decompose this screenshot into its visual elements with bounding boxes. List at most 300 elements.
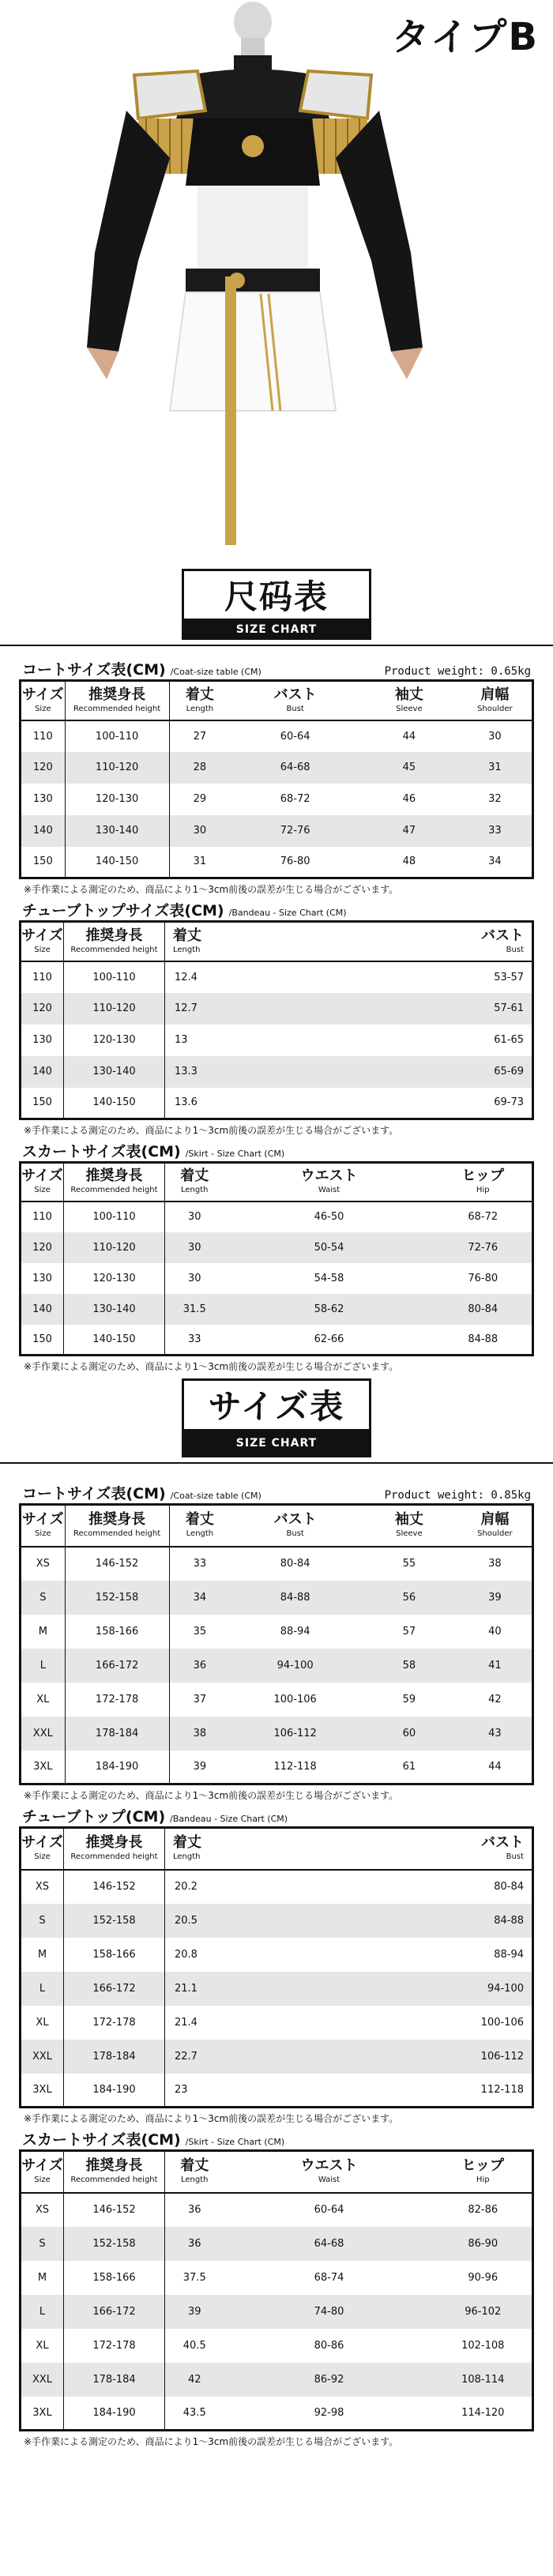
table-cell: 130-140 xyxy=(64,1056,165,1088)
table-row xyxy=(21,1056,533,1088)
table-cell: 110-120 xyxy=(64,1232,165,1263)
column-header xyxy=(21,2151,64,2193)
column-header-jp: 推奨身長 xyxy=(85,1168,143,1185)
table-title: チューブトップ(CM) xyxy=(22,1808,166,1826)
table-cell: 38 xyxy=(488,1558,502,1570)
table-cell: 84-88 xyxy=(468,1333,498,1345)
table-row xyxy=(21,1870,533,1904)
coat-size-table-1 xyxy=(19,656,534,897)
table-cell: 86-92 xyxy=(224,2363,434,2397)
table-row xyxy=(21,1972,533,2006)
table-cell: 12.7 xyxy=(165,993,224,1025)
table-cell: 20.8 xyxy=(175,1948,198,1961)
table-cell: 152-158 xyxy=(65,1581,169,1615)
table-cell: 100-110 xyxy=(65,720,169,752)
product-weight: Product weight: 0.65kg xyxy=(384,665,531,678)
table-cell: S xyxy=(21,1904,64,1938)
table-title: スカートサイズ表(CM) xyxy=(22,1143,181,1160)
table-cell: 166-172 xyxy=(64,1972,165,2006)
table-title: コートサイズ表(CM) xyxy=(22,1485,166,1502)
column-header-en: Waist xyxy=(318,2175,340,2185)
table-cell: 158-166 xyxy=(64,1938,165,1972)
table-cell: M xyxy=(21,2261,64,2295)
column-header xyxy=(65,681,169,720)
column-header-en: Sleeve xyxy=(396,1529,423,1539)
table-cell: 20.5 xyxy=(165,1904,224,1938)
size-table xyxy=(19,679,534,879)
column-header xyxy=(21,1163,64,1202)
table-cell: 48 xyxy=(402,856,416,868)
table-title: コートサイズ表(CM) xyxy=(22,661,166,679)
column-header-en: Size xyxy=(34,1186,51,1195)
column-header-en: Hip xyxy=(476,2175,490,2185)
table-cell: 84-88 xyxy=(224,1904,533,1938)
column-header-en: Recommended height xyxy=(70,1852,158,1862)
table-cell: 184-190 xyxy=(64,2397,165,2431)
table-row xyxy=(21,1938,533,1972)
table-cell: 33 xyxy=(193,1558,207,1570)
column-header-en: Shoulder xyxy=(477,704,513,713)
table-row xyxy=(21,720,533,752)
section-title: 尺码表 xyxy=(182,569,371,619)
table-cell: 130-140 xyxy=(65,815,169,847)
table-cell: 110 xyxy=(21,1202,64,1232)
table-cell: 106-112 xyxy=(224,2040,533,2074)
table-cell: 65-69 xyxy=(224,1056,533,1088)
table-cell: 27 xyxy=(193,730,207,743)
table-title: チューブトップサイズ表(CM) xyxy=(22,902,224,919)
table-cell: XL xyxy=(21,1683,66,1717)
table-cell: 69-73 xyxy=(494,1096,524,1109)
table-cell: 20.2 xyxy=(175,1881,198,1893)
column-header-jp: サイズ xyxy=(22,686,64,703)
column-header-jp: バスト xyxy=(273,686,317,703)
skirt-size-table-2 xyxy=(19,2126,534,2449)
table-cell: 102-108 xyxy=(461,2339,505,2352)
column-header-en: Waist xyxy=(318,1186,340,1195)
table-cell: 146-152 xyxy=(64,1870,165,1904)
table-cell: 166-172 xyxy=(65,1649,169,1683)
table-cell: 45 xyxy=(360,752,458,784)
table-subtitle: /Skirt - Size Chart (CM) xyxy=(185,1149,285,1159)
table-cell: 150 xyxy=(21,1325,64,1356)
table-cell: 30 xyxy=(187,1211,201,1223)
table-cell: 50-54 xyxy=(224,1232,434,1263)
column-header-jp: 着丈 xyxy=(173,1834,201,1852)
table-cell: 36 xyxy=(165,2227,224,2261)
coat-size-table-2 xyxy=(19,1480,534,1803)
bandeau-size-table-2 xyxy=(19,1803,534,2126)
table-row xyxy=(21,2329,533,2363)
table-caption xyxy=(19,1480,534,1503)
size-table xyxy=(19,1826,534,2108)
table-cell: 21.1 xyxy=(165,1972,224,2006)
table-row xyxy=(21,1649,533,1683)
column-header xyxy=(230,681,360,720)
column-header-jp: サイズ xyxy=(21,1168,63,1185)
table-cell: 44 xyxy=(402,730,416,743)
table-cell: 22.7 xyxy=(165,2040,224,2074)
measurement-note: ※手作業による測定のため、商品により1～3cm前後の誤差が生じる場合がございます。 xyxy=(24,1790,399,1801)
table-row xyxy=(21,2074,533,2108)
table-cell: 30 xyxy=(169,815,230,847)
table-row xyxy=(21,752,533,784)
table-row xyxy=(21,961,533,993)
table-row xyxy=(21,847,533,878)
table-cell: XXL xyxy=(21,2363,64,2397)
table-cell: 76-80 xyxy=(468,1272,498,1284)
column-header xyxy=(64,1163,165,1202)
table-row xyxy=(21,1717,533,1751)
table-row xyxy=(21,1263,533,1294)
table-cell: S xyxy=(21,1581,66,1615)
table-row xyxy=(21,1325,533,1356)
table-cell: 120 xyxy=(21,993,64,1025)
column-header-en: Recommended height xyxy=(73,1529,161,1539)
column-header-jp: 推奨身長 xyxy=(85,1834,143,1852)
table-cell: 64-68 xyxy=(224,2227,434,2261)
table-row xyxy=(21,1294,533,1325)
column-header xyxy=(165,922,224,961)
table-cell: 33 xyxy=(187,1333,201,1345)
table-cell: 184-190 xyxy=(65,1751,169,1784)
table-cell: 46 xyxy=(402,793,416,805)
type-label: タイプB xyxy=(391,15,539,59)
table-row xyxy=(21,2261,533,2295)
column-header-jp: 袖丈 xyxy=(394,686,423,703)
table-cell: 41 xyxy=(458,1649,533,1683)
column-header-en: Length xyxy=(173,1852,201,1862)
costume-illustration xyxy=(0,0,553,569)
table-cell: 55 xyxy=(402,1558,416,1570)
column-header-en: Size xyxy=(35,1529,51,1539)
table-cell: 158-166 xyxy=(65,1615,169,1649)
table-cell: 74-80 xyxy=(224,2295,434,2329)
column-header-jp: 袖丈 xyxy=(394,1511,423,1529)
column-header-jp: 肩幅 xyxy=(480,1511,510,1529)
table-cell: 90-96 xyxy=(468,2271,498,2284)
table-cell: 140 xyxy=(21,815,66,847)
table-cell: 54-58 xyxy=(314,1272,344,1284)
table-cell: 140-150 xyxy=(65,847,169,878)
table-cell: S xyxy=(21,2227,64,2261)
table-cell: 100-110 xyxy=(64,1202,165,1232)
skirt-size-table-1 xyxy=(19,1138,534,1374)
column-header-jp: 肩幅 xyxy=(480,686,510,703)
table-cell: 43 xyxy=(458,1717,533,1751)
table-cell: 34 xyxy=(488,856,502,868)
table-cell: 106-112 xyxy=(230,1717,360,1751)
product-photo xyxy=(0,0,553,569)
column-header-jp: ウエスト xyxy=(300,1168,358,1185)
size-chart-header-2 xyxy=(0,1378,553,1457)
table-row xyxy=(21,2363,533,2397)
column-header xyxy=(21,681,66,720)
table-cell: 84-88 xyxy=(230,1581,360,1615)
measurement-note: ※手作業による測定のため、商品により1～3cm前後の誤差が生じる場合がございます。 xyxy=(24,2113,399,2124)
table-cell: 3XL xyxy=(21,1751,66,1784)
table-cell: 13.6 xyxy=(175,1096,198,1109)
measurement-note: ※手作業による測定のため、商品により1～3cm前後の誤差が生じる場合がございます。 xyxy=(24,2436,399,2447)
column-header-en: Recommended height xyxy=(70,1186,158,1195)
table-cell: 110 xyxy=(21,720,66,752)
column-header-en: Size xyxy=(34,2175,51,2185)
table-cell: 80-84 xyxy=(280,1558,310,1570)
table-row xyxy=(21,1581,533,1615)
column-header xyxy=(21,922,64,961)
table-cell: 68-72 xyxy=(280,793,310,805)
table-cell: 60-64 xyxy=(280,730,310,743)
table-cell: 130 xyxy=(21,1263,64,1294)
table-cell: 61-65 xyxy=(494,1034,524,1046)
table-row xyxy=(21,2295,533,2329)
measurement-note: ※手作業による測定のため、商品により1～3cm前後の誤差が生じる場合がございます。 xyxy=(24,1125,399,1136)
table-cell: 100-106 xyxy=(273,1693,317,1705)
table-row xyxy=(21,1904,533,1938)
table-cell: 3XL xyxy=(21,2074,64,2108)
divider xyxy=(0,1462,553,1464)
table-cell: 152-158 xyxy=(64,1904,165,1938)
column-header-jp: バスト xyxy=(481,927,524,944)
table-cell: L xyxy=(21,2295,64,2329)
table-row xyxy=(21,993,533,1025)
column-header xyxy=(360,681,458,720)
table-cell: 37.5 xyxy=(182,2271,206,2284)
table-cell: 58-62 xyxy=(224,1294,434,1325)
table-row xyxy=(21,2006,533,2040)
table-subtitle: /Coat-size table (CM) xyxy=(170,1491,261,1501)
table-cell: 172-178 xyxy=(65,1683,169,1717)
table-row xyxy=(21,2227,533,2261)
table-caption xyxy=(19,897,534,920)
table-cell: 23 xyxy=(175,2083,188,2096)
table-cell: 110-120 xyxy=(65,752,169,784)
table-cell: 146-152 xyxy=(65,1547,169,1581)
table-cell: 112-118 xyxy=(480,2083,524,2096)
table-cell: 21.4 xyxy=(175,2016,198,2029)
table-cell: L xyxy=(21,1649,66,1683)
table-cell: 31 xyxy=(193,856,207,868)
column-header-en: Shoulder xyxy=(477,1529,513,1539)
table-row xyxy=(21,1751,533,1784)
table-cell: 13 xyxy=(175,1034,188,1046)
section-subtitle: SIZE CHART xyxy=(182,619,371,640)
column-header xyxy=(169,1505,230,1547)
table-cell: 120 xyxy=(21,752,66,784)
column-header xyxy=(169,681,230,720)
table-cell: 61 xyxy=(402,1760,416,1773)
column-header xyxy=(224,922,533,961)
column-header xyxy=(165,1828,224,1870)
table-cell: 68-74 xyxy=(314,2271,344,2284)
column-header-jp: サイズ xyxy=(21,927,63,944)
table-subtitle: /Bandeau - Size Chart (CM) xyxy=(228,908,347,918)
table-cell: 35 xyxy=(193,1625,207,1638)
table-row xyxy=(21,1088,533,1119)
column-header-jp: ヒップ xyxy=(461,1168,504,1185)
column-header-en: Size xyxy=(34,945,51,954)
table-cell: 88-94 xyxy=(494,1948,524,1961)
column-header xyxy=(434,2151,533,2193)
table-row xyxy=(21,1202,533,1232)
column-header-jp: 推奨身長 xyxy=(88,1511,146,1529)
table-cell: 158-166 xyxy=(64,2261,165,2295)
table-row xyxy=(21,2040,533,2074)
column-header xyxy=(65,1505,169,1547)
table-cell: 114-120 xyxy=(461,2406,505,2419)
bandeau-size-table-1 xyxy=(19,897,534,1138)
table-cell: 120 xyxy=(21,1232,64,1263)
column-header-jp: 着丈 xyxy=(185,1511,214,1529)
table-row xyxy=(21,1547,533,1581)
table-cell: 39 xyxy=(165,2295,224,2329)
table-cell: 86-90 xyxy=(434,2227,533,2261)
table-cell: 40 xyxy=(488,1625,502,1638)
table-row xyxy=(21,784,533,815)
column-header-en: Length xyxy=(186,1529,214,1539)
column-header xyxy=(434,1163,533,1202)
divider xyxy=(0,645,553,646)
table-cell: 57 xyxy=(402,1625,416,1638)
product-weight: Product weight: 0.85kg xyxy=(384,1489,531,1502)
column-header-jp: ヒップ xyxy=(461,2157,504,2175)
column-header-en: Bust xyxy=(286,704,304,713)
column-header-en: Recommended height xyxy=(70,945,158,954)
column-header xyxy=(458,1505,533,1547)
table-cell: 120-130 xyxy=(64,1025,165,1056)
column-header xyxy=(64,2151,165,2193)
table-cell: 80-84 xyxy=(494,1881,524,1893)
table-cell: 80-84 xyxy=(434,1294,533,1325)
table-cell: 53-57 xyxy=(494,971,524,983)
column-header xyxy=(230,1505,360,1547)
column-header-jp: バスト xyxy=(273,1511,317,1529)
table-cell: 13.3 xyxy=(165,1056,224,1088)
column-header-jp: サイズ xyxy=(21,1834,63,1852)
table-caption xyxy=(19,656,534,679)
column-header-en: Length xyxy=(173,945,201,954)
table-cell: 172-178 xyxy=(64,2006,165,2040)
table-cell: 94-100 xyxy=(230,1649,360,1683)
table-row xyxy=(21,2397,533,2431)
table-cell: 44 xyxy=(488,1760,502,1773)
measurement-note: ※手作業による測定のため、商品により1～3cm前後の誤差が生じる場合がございます。 xyxy=(24,884,399,895)
column-header-en: Recommended height xyxy=(70,2175,158,2185)
table-cell: 68-72 xyxy=(468,1211,498,1223)
table-cell: 12.4 xyxy=(175,971,198,983)
table-cell: 130-140 xyxy=(64,1294,165,1325)
column-header-jp: 推奨身長 xyxy=(85,2157,143,2175)
table-cell: 130 xyxy=(21,784,66,815)
table-cell: 29 xyxy=(193,793,207,805)
table-cell: 178-184 xyxy=(64,2040,165,2074)
table-cell: 64-68 xyxy=(230,752,360,784)
table-cell: 140-150 xyxy=(64,1325,165,1356)
table-cell: 31.5 xyxy=(165,1294,224,1325)
column-header-en: Hip xyxy=(476,1186,490,1195)
table-cell: 184-190 xyxy=(64,2074,165,2108)
table-cell: 31 xyxy=(458,752,533,784)
column-header-jp: サイズ xyxy=(22,1511,64,1529)
column-header-jp: ウエスト xyxy=(300,2157,358,2175)
table-subtitle: /Bandeau - Size Chart (CM) xyxy=(170,1814,288,1824)
table-cell: XS xyxy=(21,1870,64,1904)
column-header xyxy=(224,1163,434,1202)
table-cell: 46-50 xyxy=(314,1211,344,1223)
table-cell: 57-61 xyxy=(224,993,533,1025)
table-cell: 32 xyxy=(488,793,502,805)
column-header-en: Bust xyxy=(506,945,524,954)
table-cell: 72-76 xyxy=(434,1232,533,1263)
table-cell: 110-120 xyxy=(64,993,165,1025)
table-row xyxy=(21,815,533,847)
section-title: サイズ表 xyxy=(182,1378,371,1429)
table-cell: 38 xyxy=(169,1717,230,1751)
table-cell: XL xyxy=(21,2329,64,2363)
table-row xyxy=(21,1232,533,1263)
table-cell: 30 xyxy=(488,730,502,743)
table-cell: 88-94 xyxy=(280,1625,310,1638)
table-cell: 43.5 xyxy=(182,2406,206,2419)
table-cell: 56 xyxy=(360,1581,458,1615)
table-cell: 140 xyxy=(21,1056,64,1088)
column-header-en: Sleeve xyxy=(396,704,423,713)
table-cell: 47 xyxy=(360,815,458,847)
table-cell: 42 xyxy=(488,1693,502,1705)
table-cell: XS xyxy=(21,1547,66,1581)
table-cell: 30 xyxy=(165,1232,224,1263)
table-cell: 120-130 xyxy=(65,784,169,815)
table-cell: 140 xyxy=(21,1294,64,1325)
table-cell: 96-102 xyxy=(434,2295,533,2329)
table-cell: 60-64 xyxy=(314,2204,344,2216)
table-cell: 100-110 xyxy=(64,961,165,993)
table-cell: 178-184 xyxy=(65,1717,169,1751)
column-header-en: Bust xyxy=(286,1529,304,1539)
table-cell: 152-158 xyxy=(64,2227,165,2261)
table-cell: 59 xyxy=(402,1693,416,1705)
column-header-jp: 着丈 xyxy=(185,686,214,703)
table-row xyxy=(21,1683,533,1717)
table-cell: 146-152 xyxy=(64,2193,165,2227)
table-cell: 112-118 xyxy=(273,1760,317,1773)
column-header-en: Recommended height xyxy=(73,704,161,713)
table-cell: 172-178 xyxy=(64,2329,165,2363)
table-caption xyxy=(19,1803,534,1826)
table-cell: 94-100 xyxy=(224,1972,533,2006)
table-subtitle: /Coat-size table (CM) xyxy=(170,667,261,677)
column-header-jp: 着丈 xyxy=(173,927,201,944)
table-caption xyxy=(19,1138,534,1161)
table-cell: XXL xyxy=(21,2040,64,2074)
column-header-en: Size xyxy=(34,1852,51,1862)
table-cell: 150 xyxy=(21,847,66,878)
column-header-jp: 着丈 xyxy=(180,1168,209,1185)
column-header-en: Length xyxy=(181,2175,209,2185)
table-cell: 150 xyxy=(21,1088,64,1119)
column-header-en: Bust xyxy=(506,1852,524,1862)
table-cell: 178-184 xyxy=(64,2363,165,2397)
table-row xyxy=(21,1025,533,1056)
table-cell: 110 xyxy=(21,961,64,993)
column-header xyxy=(165,2151,224,2193)
column-header-jp: バスト xyxy=(481,1834,524,1852)
column-header-jp: 推奨身長 xyxy=(88,686,146,703)
table-cell: 62-66 xyxy=(314,1333,344,1345)
table-cell: 60 xyxy=(360,1717,458,1751)
table-cell: 3XL xyxy=(21,2397,64,2431)
table-cell: 39 xyxy=(193,1760,207,1773)
